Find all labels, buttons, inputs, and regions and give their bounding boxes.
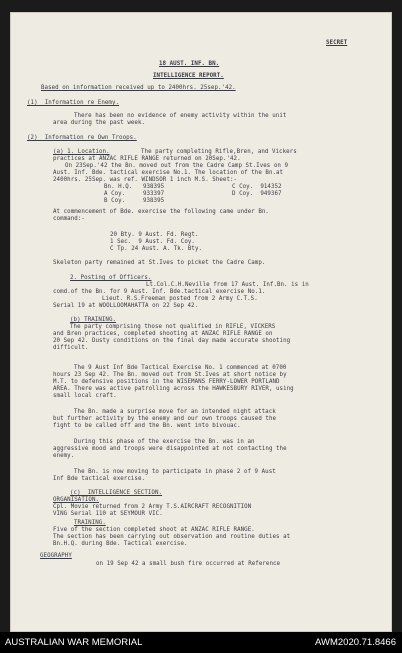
exercise-line: The 9 Aust Inf Bde Tactical Exercise No. 1 commenced at 0700 [74,365,287,371]
location-ref: A Coy. 933397 [104,191,165,197]
location-ref: B Coy. 938395 [104,198,165,204]
command-intro-line: At commencement of Bde. exercise the following came under Bn. [53,209,269,215]
location-ref: Bn. H.Q. 938395 [104,184,165,190]
posting-line: Serial 19 at WOOLLOOMAHATTA on 22 Sep 42. [53,303,199,309]
skeleton-party-line: Skeleton party remained at St.Ives to picket the Cadre Camp. [53,260,266,266]
section-1-line: area during the past week. [53,120,146,126]
posting-heading: 2. Posting of Officers. [70,275,152,281]
archive-footer-bar [0,632,402,653]
section-1-heading: (1) Information re Enemy. [27,100,120,106]
training-line: difficult. [53,345,89,351]
posting-line: Lieut. R.S.Freeman posted from 2 Army C.T.S. [102,296,258,302]
location-heading: (a) 1. Location. [53,149,110,155]
posting-line: Lt.Col.C.H.Neville from 17 Aust. Inf.Bn. is in [146,282,309,288]
section-training-line: The section has been carrying out observation and routine duties at [53,534,291,540]
command-intro-line: command:- [53,216,85,222]
location-line: The party completing Rifle,Bren, and Vickers [141,149,297,155]
surprise-move-line: but further activity by the enemy and our own troops caused the [53,416,277,422]
section-1-line: There has been no evidence of enemy activity within the unit [74,113,287,119]
exercise-line: M.T. to defensive positions in the WISEMANS FERRY-LOWER PORTLAND [53,379,280,385]
geography-heading: GEOGRAPHY [40,553,72,559]
posting-line: comd.of the Bn. for 9 Aust. Inf. Bde.tactical exercise No.1. [53,289,266,295]
footer-accession-number: AWM2020.71.8466 [315,637,396,648]
organisation-line: Cpl. Movie returned from 2 Army T.S.AIRCRAFT RECOGNITION [53,504,252,510]
command-item: 1 Sec. 9 Aust. Fd. Coy. [110,239,195,245]
training-line: The party comprising those not qualified in RIFLE, VICKERS [70,324,276,330]
location-ref: D Coy. 949367 [232,191,282,197]
intelligence-section-heading: (c) INTELLIGENCE SECTION. [70,490,163,496]
exercise-line: AREA. There was active patrolling across the HAWKESBURY RIVER, using [53,386,294,392]
phase-line: During this phase of the exercise the Bn. was in an [74,439,255,445]
report-basis: Based on information received up to 2400hrs. 25sep.'42. [41,85,236,91]
exercise-line: hours 23 Sep 42. The Bn. moved out from St.Ives at short notice by [53,372,287,378]
phase-line: enemy. [53,453,75,459]
unit-heading: 18 AUST. INF. BN. [159,61,220,67]
document-page [10,12,392,632]
command-item: 20 Bty. 9 Aust. Fd. Regt. [110,232,199,238]
phase-two-line: The Bn. is now moving to participate in phase 2 of 9 Aust [74,469,276,475]
section-training-line: Five of the section completed shoot at ANZAC RIFLE RANGE. [53,527,255,533]
report-title: INTELLIGENCE REPORT. [153,73,224,79]
location-line: 2400hrs. 25Sep. was ref. WINDSOR 1 inch M.S. Sheet:- [53,177,238,183]
phase-line: aggressive mood and troops were disappointed at not contacting the [53,446,287,452]
organisation-subheading: ORGANISATION. [53,497,100,503]
training-heading: (b) TRAINING. [70,317,117,323]
surprise-move-line: fight to be called off and the Bn. went into bivouac. [53,423,241,429]
training-line: and Bren practices, completed shooting at ANZAC RIFLE RANGE on [53,331,273,337]
section-training-line: Bn.H.Q. during Bde. Tactical exercise. [53,541,188,547]
footer-institution: AUSTRALIAN WAR MEMORIAL [5,637,143,648]
location-line: practices at ANZAC RIFLE RANGE returned on 20Sep.'42. [53,156,241,162]
section-2-heading: (2) Information re Own Troops. [27,135,137,141]
location-ref: C Coy. 914352 [232,184,282,190]
training-line: 20 Sep 42. Dusty conditions on the final day made accurate shooting [53,338,291,344]
section-training-subheading: TRAINING. [74,520,106,526]
organisation-line: VING Serial 110 at SEYMOUR VIC. [53,511,163,517]
location-line: Aust. Inf. Bde. tactical exercise No.1. The location of the Bn.at [53,170,284,176]
location-line: On 23Sep.'42 the Bn. moved out from the Cadre Camp St.Ives on 9 [65,163,289,169]
exercise-line: small local craft. [53,393,117,399]
surprise-move-line: The Bn. made a surprise move for an intended night attack [74,409,276,415]
classification-mark: SECRET [326,40,348,46]
geography-line: on 19 Sep 42 a small bush fire occurred at Reference [96,561,281,567]
command-item: C Tp. 24 Aust. A. Tk. Bty. [110,246,203,252]
phase-two-line: Inf Bde tactical exercise. [53,476,146,482]
